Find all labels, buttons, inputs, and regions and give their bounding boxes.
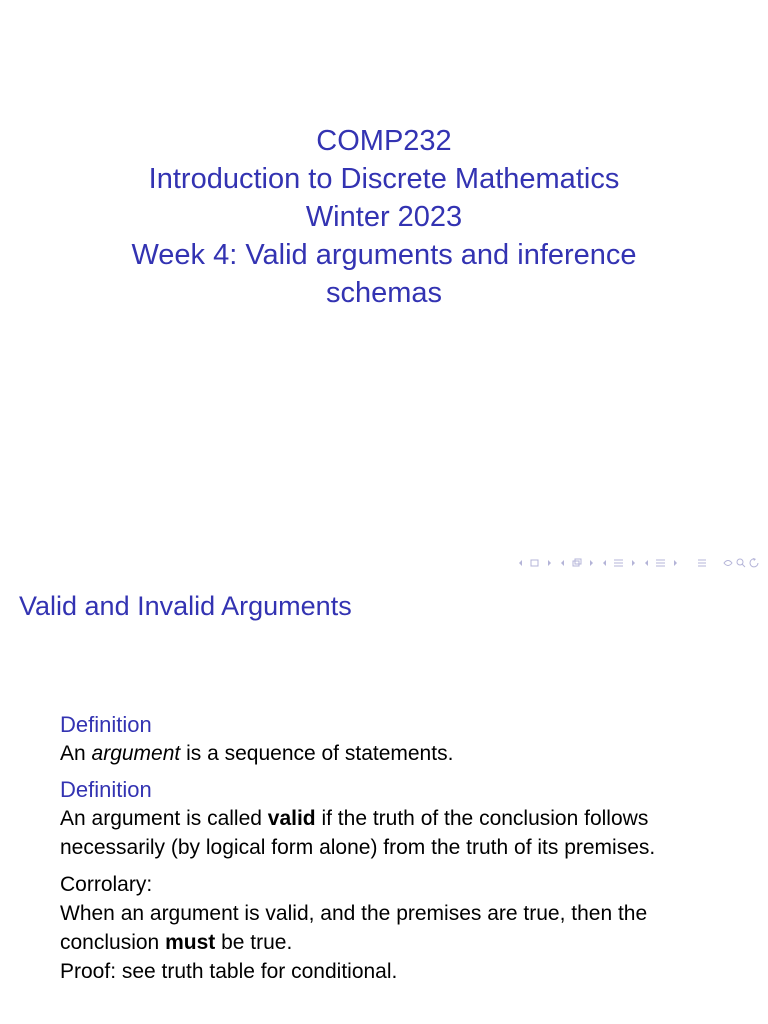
corollary-text: [60, 899, 740, 957]
definition-title: Definition: [60, 712, 152, 737]
section-nav-group: [602, 557, 636, 569]
proof-line: Proof: see truth table for conditional.: [60, 960, 398, 983]
frame-nav-group: [518, 557, 552, 569]
corollary-block: [60, 870, 740, 986]
subsection-nav-icon[interactable]: [560, 557, 594, 569]
course-code: COMP232: [316, 125, 452, 157]
search-back-icons[interactable]: [722, 557, 762, 569]
content-slide: [0, 575, 768, 1024]
section-nav-icon[interactable]: [602, 557, 636, 569]
definition-block-2: [60, 776, 740, 862]
subsection-nav-group: [560, 557, 594, 569]
align-nav-group: [696, 557, 708, 569]
text-span: When an argument is valid, and the premises are true, then the conclusion: [60, 902, 648, 954]
term: Winter 2023: [305, 201, 463, 233]
beamer-navigation-bar: [510, 556, 762, 570]
emphasis-term: argument: [91, 742, 181, 765]
text-span: be true.: [215, 931, 293, 954]
course-name: Introduction to Discrete Mathematics: [148, 163, 620, 195]
text-span: if the truth of the conclusion follows necessarily (by logical form alone) from the truth of its premises.: [60, 807, 656, 859]
week-title-line2: schemas: [325, 277, 443, 309]
week-title-line1: Week 4: Valid arguments and inference: [131, 239, 637, 271]
definition-title: Definition: [60, 777, 152, 802]
corollary-label: Corrolary:: [60, 873, 153, 896]
text-span: is a sequence of statements.: [180, 742, 454, 765]
search-back-group: [722, 557, 762, 569]
text-span: An argument is called: [60, 807, 268, 830]
bold-term: valid: [267, 807, 316, 830]
document-nav-group: [644, 557, 678, 569]
definition-text: [60, 804, 740, 862]
frame-nav-icon[interactable]: [518, 557, 552, 569]
align-icon[interactable]: [696, 557, 708, 569]
definition-text: [60, 739, 740, 768]
frame-title: Valid and Invalid Arguments: [19, 591, 352, 621]
slide-body: [60, 711, 740, 986]
document-nav-icon[interactable]: [644, 557, 678, 569]
text-span: An: [60, 742, 92, 765]
definition-block-1: [60, 711, 740, 768]
title-block: [0, 122, 768, 312]
bold-term: must: [165, 931, 216, 954]
